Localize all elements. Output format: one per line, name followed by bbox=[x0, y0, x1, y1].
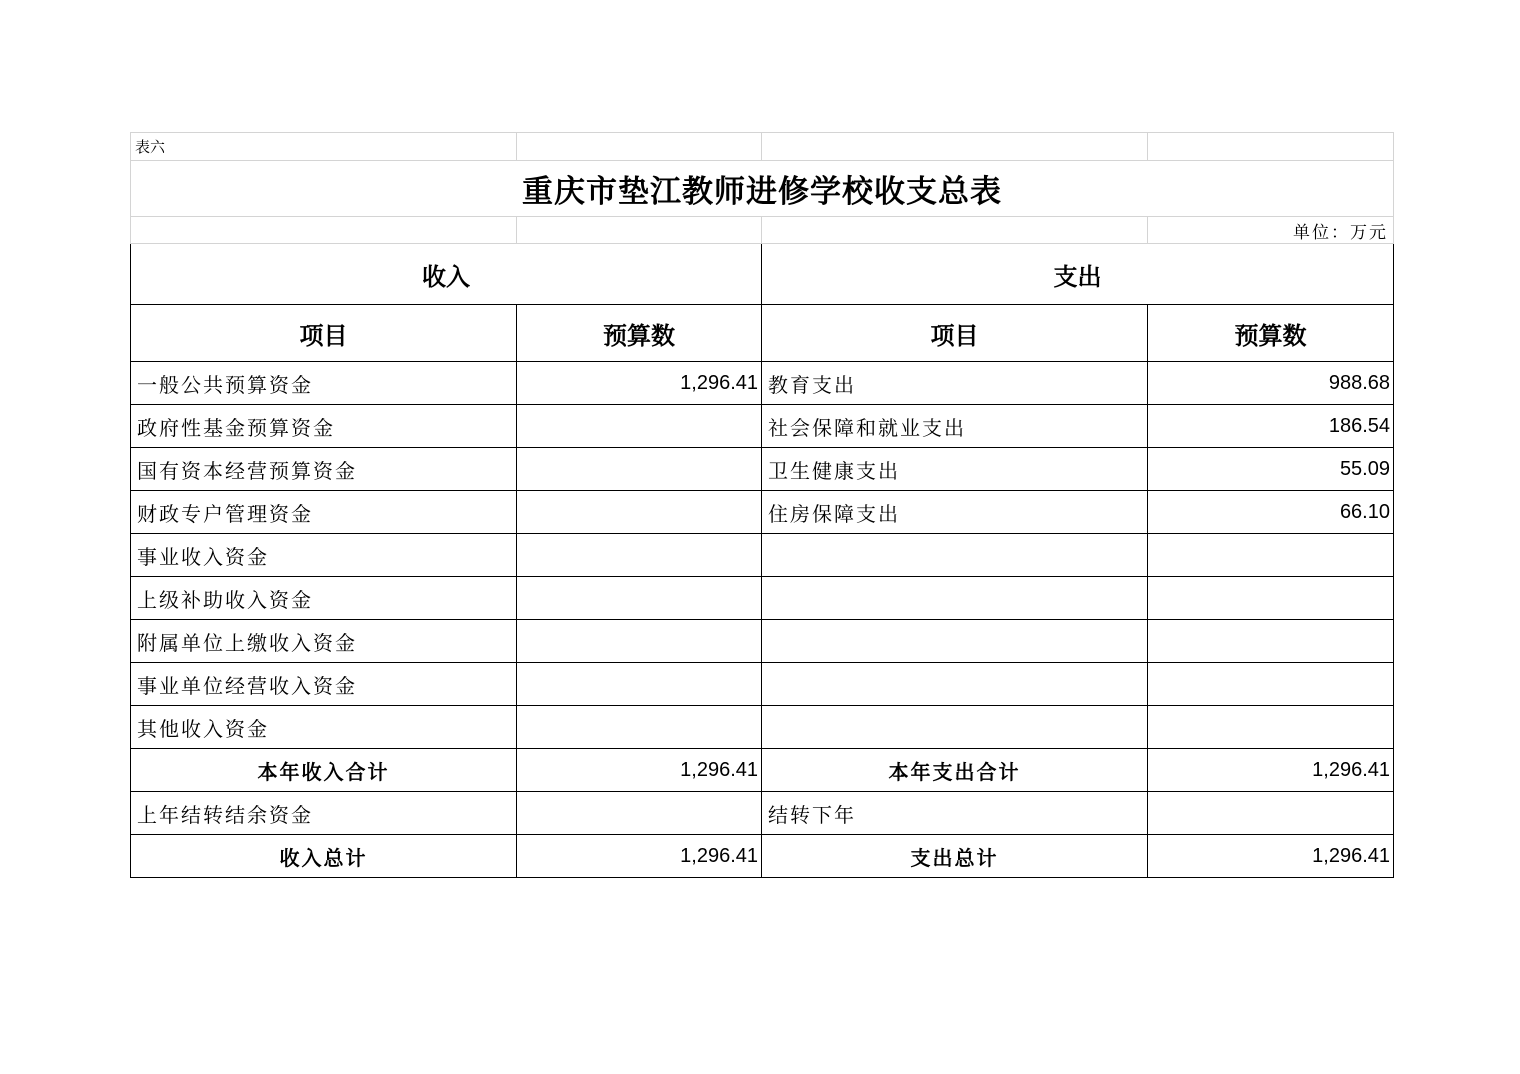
table-row bbox=[131, 577, 1394, 620]
budget-summary-sheet bbox=[130, 132, 1394, 878]
expense-item-cell: 住房保障支出 bbox=[762, 491, 1148, 534]
expense-item-cell bbox=[762, 577, 1148, 620]
income-section-header: 收入 bbox=[131, 244, 762, 305]
expense-subtotal-amount: 1,296.41 bbox=[1148, 749, 1394, 792]
expense-amount-cell: 66.10 bbox=[1148, 491, 1394, 534]
expense-amount-cell bbox=[1148, 577, 1394, 620]
income-item-cell: 事业收入资金 bbox=[131, 534, 517, 577]
title-row bbox=[131, 161, 1394, 217]
table-row bbox=[131, 534, 1394, 577]
income-carryover-amount bbox=[517, 792, 762, 835]
income-amount-cell bbox=[517, 577, 762, 620]
expense-subtotal-label: 本年支出合计 bbox=[762, 749, 1148, 792]
table-row bbox=[131, 448, 1394, 491]
unit-label: 单位：万元 bbox=[1148, 217, 1394, 244]
expense-amount-cell bbox=[1148, 663, 1394, 706]
budget-summary-table bbox=[130, 132, 1394, 878]
expense-item-cell bbox=[762, 706, 1148, 749]
expense-amount-cell bbox=[1148, 706, 1394, 749]
table-row bbox=[131, 491, 1394, 534]
carryover-row bbox=[131, 792, 1394, 835]
total-row bbox=[131, 835, 1394, 878]
expense-amount-header: 预算数 bbox=[1148, 305, 1394, 362]
expense-item-cell: 卫生健康支出 bbox=[762, 448, 1148, 491]
expense-carryover-item: 结转下年 bbox=[762, 792, 1148, 835]
income-amount-cell bbox=[517, 663, 762, 706]
income-amount-header: 预算数 bbox=[517, 305, 762, 362]
table-tag: 表六 bbox=[131, 133, 517, 161]
income-subtotal-label: 本年收入合计 bbox=[131, 749, 517, 792]
expense-amount-cell bbox=[1148, 620, 1394, 663]
expense-item-cell bbox=[762, 534, 1148, 577]
income-amount-cell bbox=[517, 620, 762, 663]
income-item-cell: 国有资本经营预算资金 bbox=[131, 448, 517, 491]
expense-amount-cell: 988.68 bbox=[1148, 362, 1394, 405]
income-amount-cell: 1,296.41 bbox=[517, 362, 762, 405]
income-total-label: 收入总计 bbox=[131, 835, 517, 878]
income-item-header: 项目 bbox=[131, 305, 517, 362]
table-row bbox=[131, 706, 1394, 749]
expense-total-label: 支出总计 bbox=[762, 835, 1148, 878]
income-item-cell: 上级补助收入资金 bbox=[131, 577, 517, 620]
income-item-cell: 财政专户管理资金 bbox=[131, 491, 517, 534]
expense-amount-cell: 55.09 bbox=[1148, 448, 1394, 491]
expense-total-amount: 1,296.41 bbox=[1148, 835, 1394, 878]
page-title: 重庆市垫江教师进修学校收支总表 bbox=[131, 161, 1394, 217]
expense-item-cell: 社会保障和就业支出 bbox=[762, 405, 1148, 448]
table-row bbox=[131, 620, 1394, 663]
table-row bbox=[131, 362, 1394, 405]
income-amount-cell bbox=[517, 448, 762, 491]
table-tag-row bbox=[131, 133, 1394, 161]
expense-section-header: 支出 bbox=[762, 244, 1394, 305]
expense-amount-cell bbox=[1148, 534, 1394, 577]
income-item-cell: 事业单位经营收入资金 bbox=[131, 663, 517, 706]
income-total-amount: 1,296.41 bbox=[517, 835, 762, 878]
income-carryover-item: 上年结转结余资金 bbox=[131, 792, 517, 835]
income-amount-cell bbox=[517, 405, 762, 448]
table-row bbox=[131, 663, 1394, 706]
income-amount-cell bbox=[517, 491, 762, 534]
expense-item-cell bbox=[762, 620, 1148, 663]
column-header-row bbox=[131, 305, 1394, 362]
expense-item-header: 项目 bbox=[762, 305, 1148, 362]
income-subtotal-amount: 1,296.41 bbox=[517, 749, 762, 792]
expense-amount-cell: 186.54 bbox=[1148, 405, 1394, 448]
section-header-row bbox=[131, 244, 1394, 305]
income-item-cell: 一般公共预算资金 bbox=[131, 362, 517, 405]
table-row bbox=[131, 405, 1394, 448]
expense-carryover-amount bbox=[1148, 792, 1394, 835]
unit-row bbox=[131, 217, 1394, 244]
income-item-cell: 其他收入资金 bbox=[131, 706, 517, 749]
income-amount-cell bbox=[517, 534, 762, 577]
subtotal-row bbox=[131, 749, 1394, 792]
expense-item-cell: 教育支出 bbox=[762, 362, 1148, 405]
expense-item-cell bbox=[762, 663, 1148, 706]
income-item-cell: 政府性基金预算资金 bbox=[131, 405, 517, 448]
income-item-cell: 附属单位上缴收入资金 bbox=[131, 620, 517, 663]
income-amount-cell bbox=[517, 706, 762, 749]
